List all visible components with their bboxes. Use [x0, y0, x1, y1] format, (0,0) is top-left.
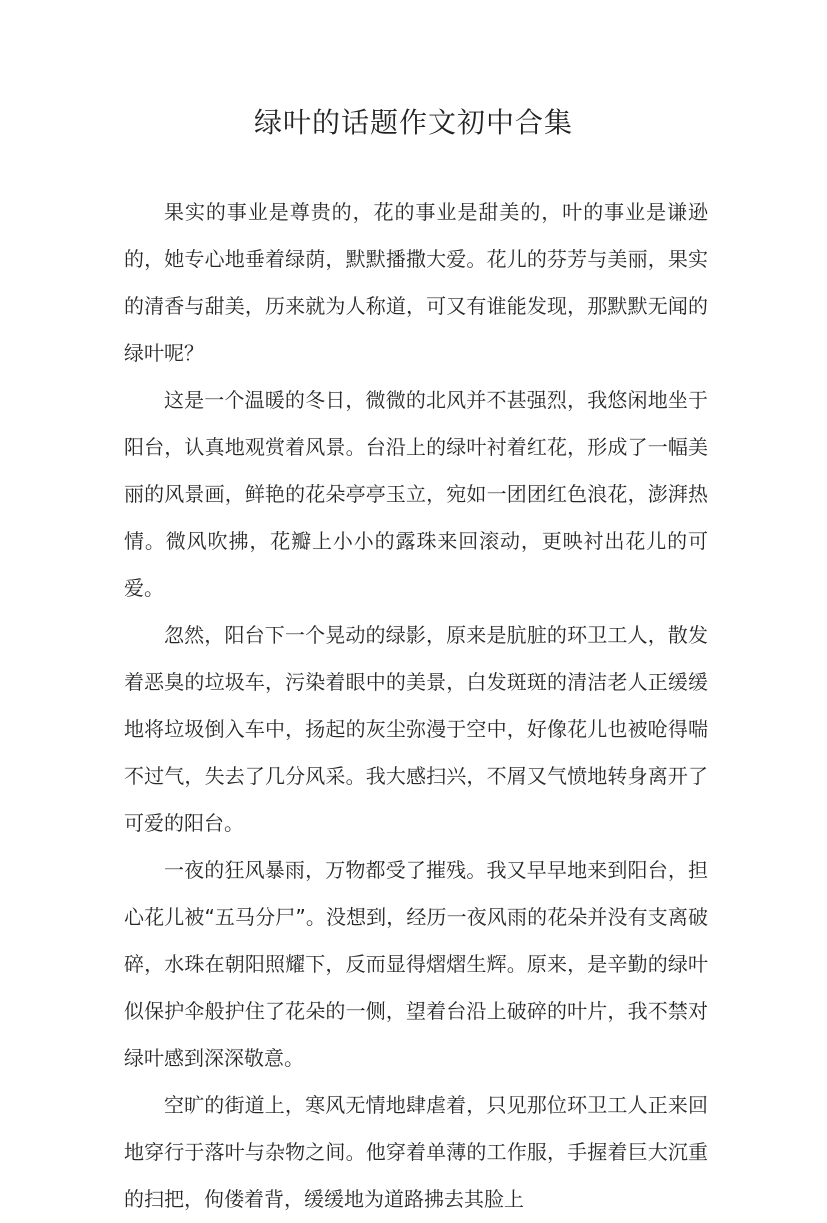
- document-body: [124, 189, 708, 1223]
- paragraph: 忽然，阳台下一个晃动的绿影，原来是肮脏的环卫工人，散发着恶臭的垃圾车，污染着眼中的美景，白发斑斑的清洁老人正缓缓地将垃圾倒入车中，扬起的灰尘弥漫于空中，好像花儿也被呛得喘不过气，失去了几分风采。我大感扫兴，不屑又气愤地转身离开了可爱的阳台。: [124, 623, 708, 835]
- paragraph: 空旷的街道上，寒风无情地肆虐着，只见那位环卫工人正来回地穿行于落叶与杂物之间。他穿着单薄的工作服，手握着巨大沉重的扫把，佝偻着背，缓缓地为道路拂去其脸上: [124, 1093, 708, 1211]
- paragraph: 一夜的狂风暴雨，万物都受了摧残。我又早早地来到阳台，担心花儿被“五马分尸”。没想到，经历一夜风雨的花朵并没有支离破碎，水珠在朝阳照耀下，反而显得熠熠生辉。原来，是辛勤的绿叶似保护伞般护住了花朵的一侧，望着台沿上破碎的叶片，我不禁对绿叶感到深深敬意。: [124, 858, 708, 1070]
- document-title: 绿叶的话题作文初中合集: [253, 106, 573, 139]
- paragraph: 这是一个温暖的冬日，微微的北风并不甚强烈，我悠闲地坐于阳台，认真地观赏着风景。台沿上的绿叶衬着红花，形成了一幅美丽的风景画，鲜艳的花朵亭亭玉立，宛如一团团红色浪花，澎湃热情。微风吹拂，花瓣上小小的露珠来回滚动，更映衬出花儿的可爱。: [124, 388, 708, 600]
- paragraph: 果实的事业是尊贵的，花的事业是甜美的，叶的事业是谦逊的，她专心地垂着绿荫，默默播撒大爱。花儿的芬芳与美丽，果实的清香与甜美，历来就为人称道，可又有谁能发现，那默默无闻的绿叶呢？: [124, 200, 708, 365]
